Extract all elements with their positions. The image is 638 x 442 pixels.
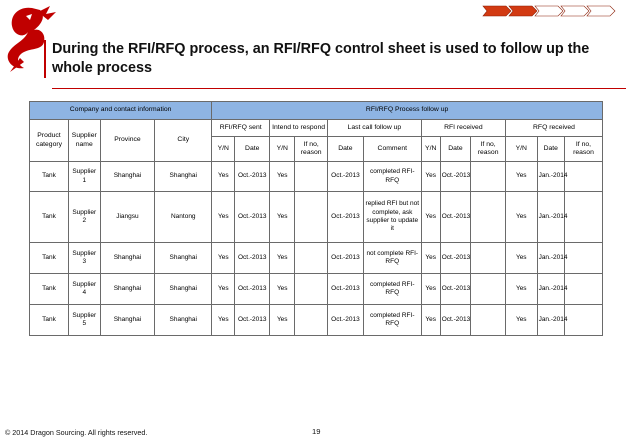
h-reason: If no, reason (295, 137, 328, 162)
cell-product: Tank (30, 243, 69, 274)
cell-rfq-yn: Yes (505, 305, 537, 336)
cell-rfq-date: Jan.-2014 (537, 162, 564, 192)
h-reason: If no, reason (471, 137, 506, 162)
cell-city: Shanghai (155, 305, 212, 336)
slide-title: During the RFI/RFQ process, an RFI/RFQ control sheet is used to follow up the whole process (52, 41, 590, 76)
table-row (30, 162, 603, 192)
cell-supplier: Supplier 2 (68, 192, 100, 243)
cell-intend-yn: Yes (270, 192, 295, 243)
sub-intend: Intend to respond (270, 120, 328, 137)
title-accent-bar (44, 40, 46, 78)
cell-province: Shanghai (100, 305, 155, 336)
table-body (30, 162, 603, 336)
cell-rfi-date: Oct.-2013 (440, 274, 471, 305)
cell-rfi-reason (471, 162, 506, 192)
group-process: RFI/RFQ Process follow up (212, 102, 603, 120)
cell-rfi-yn: Yes (421, 243, 440, 274)
cell-rfi-yn: Yes (421, 162, 440, 192)
copyright-footer: © 2014 Dragon Sourcing. All rights reserved. (5, 428, 148, 437)
cell-product: Tank (30, 162, 69, 192)
cell-call-comment: replied RFI but not complete, ask supplier to update it (363, 192, 421, 243)
cell-rfq-yn: Yes (505, 192, 537, 243)
sub-rfi-sent: RFI/RFQ sent (212, 120, 270, 137)
cell-product: Tank (30, 274, 69, 305)
cell-rfq-date: Jan.-2014 (537, 192, 564, 243)
cell-rfq-reason (564, 162, 602, 192)
cell-sent-date: Oct.-2013 (235, 162, 270, 192)
cell-province: Jiangsu (100, 192, 155, 243)
cell-province: Shanghai (100, 162, 155, 192)
cell-city: Shanghai (155, 162, 212, 192)
sub-rfi-received: RFI received (421, 120, 505, 137)
cell-intend-yn: Yes (270, 305, 295, 336)
cell-sent-yn: Yes (212, 274, 235, 305)
cell-rfq-date: Jan.-2014 (537, 305, 564, 336)
cell-product: Tank (30, 192, 69, 243)
cell-rfq-yn: Yes (505, 274, 537, 305)
cell-call-comment: completed RFI-RFQ (363, 305, 421, 336)
group-company: Company and contact information (30, 102, 212, 120)
col-city: City (155, 120, 212, 162)
cell-rfi-yn: Yes (421, 274, 440, 305)
cell-city: Nantong (155, 192, 212, 243)
title-divider (52, 88, 626, 89)
cell-rfi-yn: Yes (421, 192, 440, 243)
cell-call-comment: completed RFI-RFQ (363, 162, 421, 192)
cell-city: Shanghai (155, 274, 212, 305)
table-row (30, 243, 603, 274)
table-row (30, 192, 603, 243)
cell-rfi-date: Oct.-2013 (440, 162, 471, 192)
cell-sent-yn: Yes (212, 243, 235, 274)
cell-sent-date: Oct.-2013 (235, 243, 270, 274)
cell-rfi-reason (471, 243, 506, 274)
cell-rfi-reason (471, 274, 506, 305)
h-yn: Y/N (505, 137, 537, 162)
h-yn: Y/N (421, 137, 440, 162)
col-product: Product category (30, 120, 69, 162)
cell-sent-yn: Yes (212, 305, 235, 336)
h-date: Date (537, 137, 564, 162)
cell-supplier: Supplier 4 (68, 274, 100, 305)
cell-intend-yn: Yes (270, 243, 295, 274)
col-province: Province (100, 120, 155, 162)
cell-call-comment: completed RFI-RFQ (363, 274, 421, 305)
page-number: 19 (312, 427, 321, 436)
cell-rfq-date: Jan.-2014 (537, 243, 564, 274)
cell-rfq-yn: Yes (505, 162, 537, 192)
cell-rfi-yn: Yes (421, 305, 440, 336)
cell-province: Shanghai (100, 243, 155, 274)
cell-call-date: Oct.-2013 (328, 274, 364, 305)
cell-rfq-date: Jan.-2014 (537, 274, 564, 305)
cell-call-date: Oct.-2013 (328, 192, 364, 243)
cell-sent-yn: Yes (212, 162, 235, 192)
cell-rfi-reason (471, 192, 506, 243)
cell-call-date: Oct.-2013 (328, 305, 364, 336)
h-yn: Y/N (270, 137, 295, 162)
h-yn: Y/N (212, 137, 235, 162)
cell-rfi-reason (471, 305, 506, 336)
cell-city: Shanghai (155, 243, 212, 274)
cell-intend-yn: Yes (270, 162, 295, 192)
slide-navigation (486, 5, 616, 17)
cell-rfi-date: Oct.-2013 (440, 243, 471, 274)
cell-call-date: Oct.-2013 (328, 243, 364, 274)
cell-sent-date: Oct.-2013 (235, 305, 270, 336)
cell-sent-yn: Yes (212, 192, 235, 243)
cell-supplier: Supplier 3 (68, 243, 100, 274)
table-row (30, 274, 603, 305)
cell-rfq-reason (564, 243, 602, 274)
sub-rfq-received: RFQ received (505, 120, 602, 137)
h-comment: Comment (363, 137, 421, 162)
cell-call-comment: not complete RFI-RFQ (363, 243, 421, 274)
cell-rfq-yn: Yes (505, 243, 537, 274)
cell-call-date: Oct.-2013 (328, 162, 364, 192)
cell-rfq-reason (564, 305, 602, 336)
table-row (30, 305, 603, 336)
cell-intend-reason (295, 305, 328, 336)
cell-intend-reason (295, 274, 328, 305)
col-supplier: Supplier name (68, 120, 100, 162)
h-reason: If no, reason (564, 137, 602, 162)
cell-intend-reason (295, 162, 328, 192)
cell-rfi-date: Oct.-2013 (440, 305, 471, 336)
cell-sent-date: Oct.-2013 (235, 274, 270, 305)
rfi-rfq-control-sheet (29, 101, 603, 336)
cell-intend-reason (295, 192, 328, 243)
h-date: Date (235, 137, 270, 162)
cell-rfq-reason (564, 274, 602, 305)
cell-rfi-date: Oct.-2013 (440, 192, 471, 243)
cell-intend-yn: Yes (270, 274, 295, 305)
sub-last-call: Last call follow up (328, 120, 422, 137)
nav-arrow-5[interactable] (586, 5, 616, 17)
cell-supplier: Supplier 5 (68, 305, 100, 336)
cell-product: Tank (30, 305, 69, 336)
cell-rfq-reason (564, 192, 602, 243)
cell-sent-date: Oct.-2013 (235, 192, 270, 243)
cell-intend-reason (295, 243, 328, 274)
cell-province: Shanghai (100, 274, 155, 305)
h-date: Date (328, 137, 364, 162)
cell-supplier: Supplier 1 (68, 162, 100, 192)
h-date: Date (440, 137, 471, 162)
